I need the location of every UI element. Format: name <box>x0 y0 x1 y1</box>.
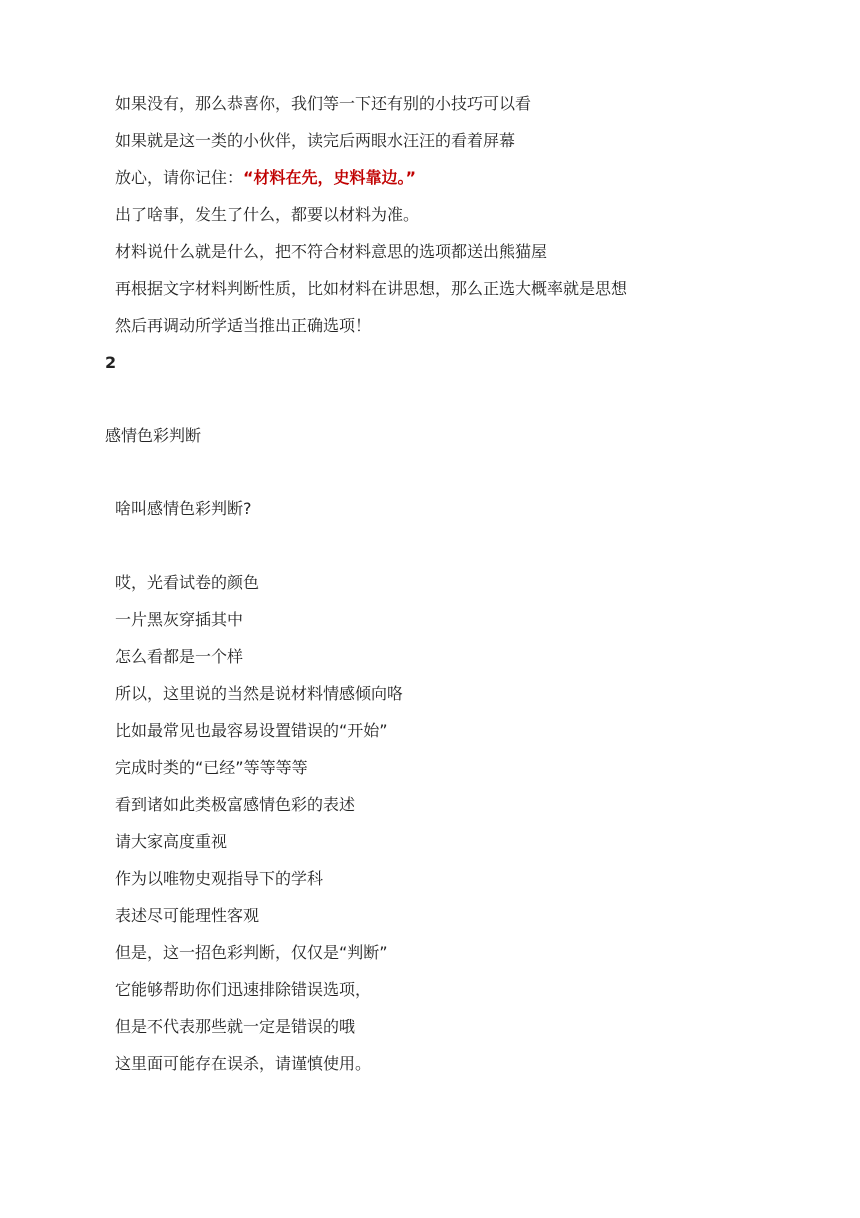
paragraph-line: 请大家高度重视 <box>115 832 228 851</box>
paragraph-line: 这里面可能存在误杀，请谨慎使用。 <box>115 1054 372 1073</box>
paragraph-line: 但是不代表那些就一定是错误的哦 <box>115 1017 356 1036</box>
paragraph-line: 看到诸如此类极富感情色彩的表述 <box>115 795 356 814</box>
paragraph-line: 材料说什么就是什么，把不符合材料意思的选项都送出熊猫屋 <box>115 242 548 261</box>
paragraph-line: 如果就是这一类的小伙伴，读完后两眼水汪汪的看着屏幕 <box>115 131 516 150</box>
paragraph-line: 表述尽可能理性客观 <box>115 906 260 925</box>
paragraph-line: 比如最常见也最容易设置错误的“开始” <box>115 721 388 740</box>
paragraph-line: 出了啥事，发生了什么，都要以材料为准。 <box>115 205 420 224</box>
paragraph-line: 所以，这里说的当然是说材料情感倾向咯 <box>115 684 404 703</box>
paragraph-line: 然后再调动所学适当推出正确选项！ <box>115 316 372 335</box>
paragraph-line: 再根据文字材料判断性质，比如材料在讲思想，那么正选大概率就是思想 <box>115 279 628 298</box>
paragraph-line: 一片黑灰穿插其中 <box>115 610 244 629</box>
paragraph-line: 完成时类的“已经”等等等等 <box>115 758 308 777</box>
paragraph-line: 怎么看都是一个样 <box>115 647 244 666</box>
key-phrase-highlight: “材料在先，史料靠边。” <box>243 168 417 187</box>
paragraph-line: 但是，这一招色彩判断，仅仅是“判断” <box>115 943 388 962</box>
remember-prefix: 放心，请你记住： <box>115 168 244 187</box>
remember-line <box>115 167 416 189</box>
paragraph-line: 哎，光看试卷的颜色 <box>115 573 260 592</box>
section-title: 感情色彩判断 <box>105 426 202 445</box>
paragraph-line: 它能够帮助你们迅速排除错误选项， <box>115 980 372 999</box>
section-question: 啥叫感情色彩判断? <box>115 499 252 518</box>
section-number: 2 <box>105 353 117 372</box>
paragraph-line: 如果没有，那么恭喜你，我们等一下还有别的小技巧可以看 <box>115 94 532 113</box>
paragraph-line: 作为以唯物史观指导下的学科 <box>115 869 324 888</box>
